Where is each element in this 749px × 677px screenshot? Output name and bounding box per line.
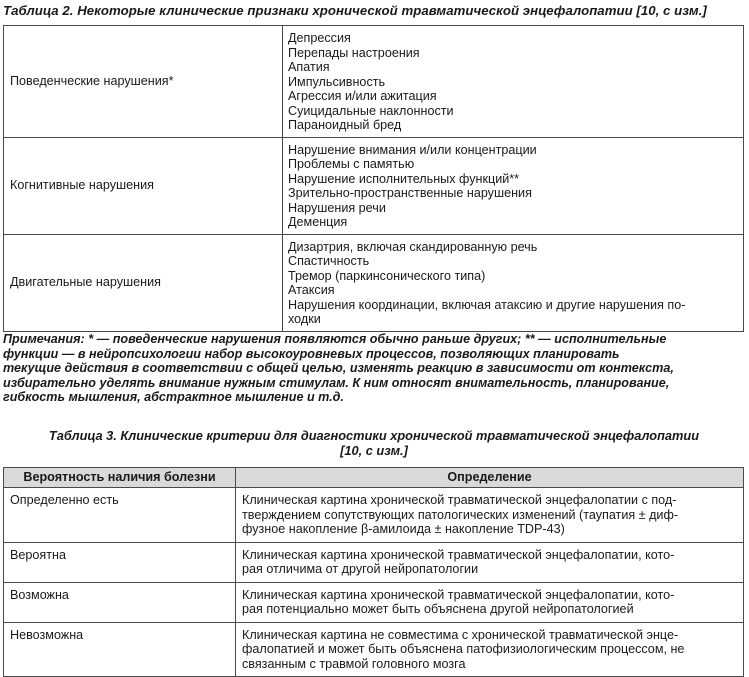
notes-line: гибкость мышления, абстрактное мышление и т.д. — [3, 390, 344, 405]
list-item: Проблемы с памятью — [288, 157, 415, 171]
table-2-notes — [3, 332, 745, 405]
definition-line: рая потенциально может быть объяснена другой нейропатологией — [242, 602, 634, 616]
list-item: Суицидальные наклонности — [288, 103, 454, 118]
list-item: Атаксия — [288, 283, 335, 297]
definition-line: фалопатией и может быть объяснена патофизиологическим процессом, не — [242, 642, 685, 656]
definition-line: фузное накопление β-амилоида ± накопление TDP-43) — [242, 522, 565, 536]
list-item: Импульсивность — [288, 74, 386, 89]
list-item: Нарушение внимания и/или концентрации — [288, 142, 537, 157]
table-row — [4, 26, 744, 138]
definition-line: Клиническая картина хронической травматической энцефалопатии, кото- — [242, 547, 675, 562]
items-cell — [283, 234, 744, 331]
list-item: Агрессия и/или ажитация — [288, 89, 437, 103]
table-2-title: Таблица 2. Некоторые клинические признаки хронической травматической энцефалопатии [10, с изм.] — [3, 3, 707, 18]
table-2-clinical-signs — [3, 25, 744, 332]
category-cell: Поведенческие нарушения* — [4, 26, 283, 138]
table-row — [4, 234, 744, 331]
list-item: Нарушение исполнительных функций** — [288, 171, 520, 186]
definition-cell — [236, 622, 744, 677]
table-row — [4, 622, 744, 677]
category-cell: Когнитивные нарушения — [4, 137, 283, 234]
definition-line: Клиническая картина хронической травматической энцефалопатии с под- — [242, 493, 677, 507]
list-item: Перепады настроения — [288, 45, 420, 60]
list-item: Зрительно-пространственные нарушения — [288, 186, 532, 200]
definition-cell — [236, 542, 744, 582]
category-cell: Двигательные нарушения — [4, 234, 283, 331]
definition-line: Клиническая картина не совместима с хронической травматической энце- — [242, 627, 679, 642]
definition-line: Клиническая картина хронической травматической энцефалопатии, кото- — [242, 587, 675, 602]
list-item: Дизартрия, включая скандированную речь — [288, 239, 538, 254]
table-header-row — [4, 468, 744, 488]
items-cell — [283, 137, 744, 234]
table-row — [4, 542, 744, 582]
probability-cell: Невозможна — [4, 622, 236, 677]
list-item: Нарушения речи — [288, 200, 386, 215]
definition-line: тверждением сопутствующих патологических изменений (таупатия ± диф- — [242, 507, 679, 522]
definition-line: рая отличима от другой нейропатологии — [242, 562, 479, 576]
list-item: ходки — [288, 312, 321, 326]
definition-cell — [236, 488, 744, 543]
list-item: Нарушения координации, включая атаксию и другие нарушения по- — [288, 297, 686, 312]
probability-cell: Вероятна — [4, 542, 236, 582]
probability-cell: Определенно есть — [4, 488, 236, 543]
probability-cell: Возможна — [4, 582, 236, 622]
table-row — [4, 582, 744, 622]
notes-line: избирательно уделять внимание нужным стимулам. К ним относят внимательность, планирование, — [3, 375, 670, 390]
list-item: Спастичность — [288, 254, 370, 268]
items-cell — [283, 26, 744, 138]
table-3-diagnostic-criteria — [3, 467, 744, 677]
table-row — [4, 137, 744, 234]
table-row — [4, 488, 744, 543]
notes-line: Примечания: * — поведенческие нарушения появляются обычно раньше других; ** — исполнительные — [3, 332, 667, 346]
definition-cell — [236, 582, 744, 622]
list-item: Депрессия — [288, 31, 351, 45]
list-item: Тремор (паркинсонического типа) — [288, 268, 486, 283]
notes-line: функции — в нейропсихологии набор высокоуровневых процессов, позволяющих планировать — [3, 346, 620, 361]
table-3-title — [3, 428, 745, 458]
title-line: [10, с изм.] — [340, 443, 408, 458]
title-line: Таблица 3. Клинические критерии для диагностики хронической травматической энцефалопатии — [48, 428, 700, 443]
column-header-probability: Вероятность наличия болезни — [4, 468, 236, 488]
definition-line: связанным с травмой головного мозга — [242, 656, 466, 671]
list-item: Деменция — [288, 215, 348, 229]
list-item: Апатия — [288, 60, 330, 74]
column-header-definition: Определение — [236, 468, 744, 488]
notes-line: текущие действия в соответствии с общей целью, изменять реакцию в зависимости от контекста, — [3, 361, 674, 376]
list-item: Параноидный бред — [288, 118, 402, 132]
